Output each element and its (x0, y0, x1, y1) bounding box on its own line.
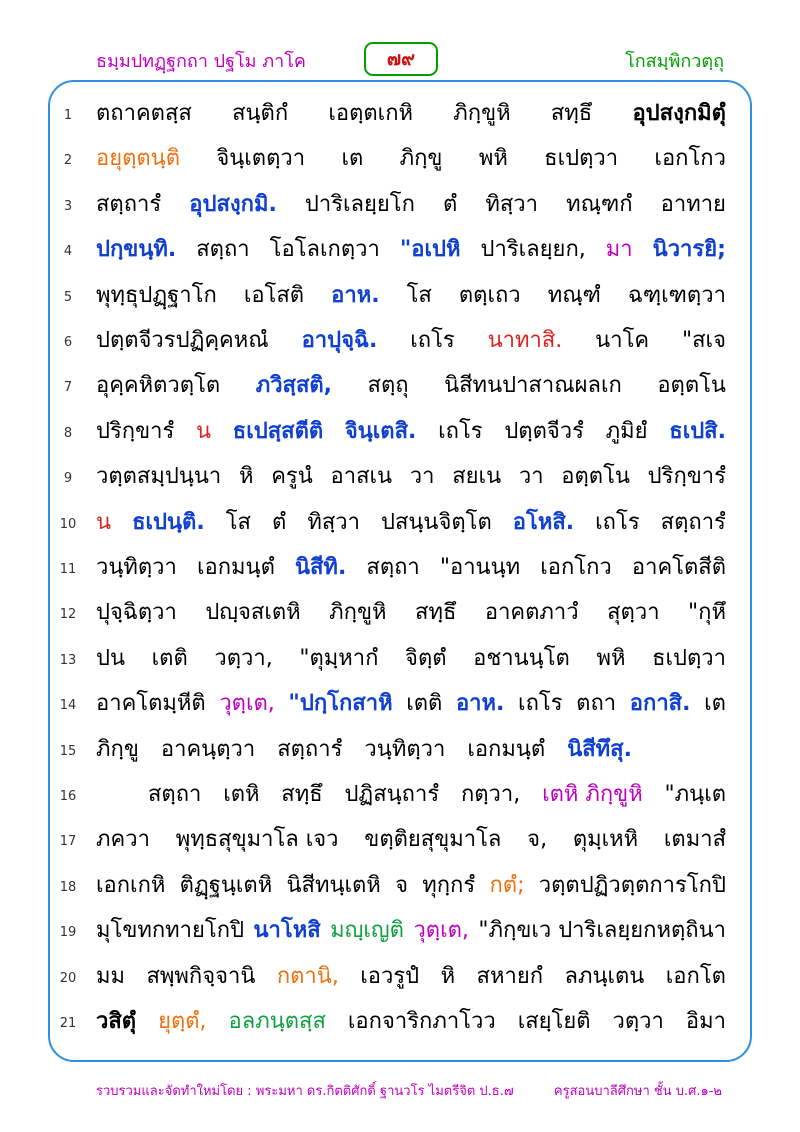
word: "สเจ (682, 328, 726, 353)
text-line (56, 684, 726, 726)
line-text (96, 412, 726, 452)
word: โอโลเกตฺวา (269, 237, 380, 263)
word: อาคนฺตฺวา (160, 736, 256, 762)
text-line (56, 775, 726, 817)
line-number: 2 (63, 153, 73, 169)
word: วตฺวา, (214, 645, 273, 671)
word: อุปสงฺกมิตุํ (632, 101, 726, 126)
word: ปาริเลยฺยโก (304, 191, 415, 217)
text-line (56, 94, 726, 136)
word: ภิกฺขูหิ (329, 600, 387, 626)
word: ธเปสฺสตีติ (232, 418, 324, 444)
word: นิสีทึสุ. (567, 736, 632, 762)
word: มุโขทกทายโกปิ (96, 918, 245, 944)
word: จิตฺตํ (405, 645, 447, 671)
line-number: 19 (59, 925, 77, 941)
footer-course: ครูสอนบาลีศึกษา ชั้น บ.ศ.๑-๒ (553, 1084, 722, 1099)
word: ทุกฺกรํ (422, 872, 476, 898)
word: อาคโตสีติ (631, 555, 726, 580)
word: สหายกํ (476, 963, 544, 989)
word: สตฺถารํ (660, 509, 726, 535)
word: พหิ (478, 146, 508, 172)
word: ปน (96, 645, 126, 671)
word: มญฺเญติ (330, 918, 404, 944)
line-number: 11 (59, 562, 77, 577)
word: โส (225, 509, 251, 535)
word: เอกเกหิ (96, 872, 166, 898)
word: ฉฑฺเฑตฺวา (627, 282, 726, 308)
word: ปริกฺขารํ (647, 464, 726, 490)
text-line (56, 139, 726, 181)
word: กตฺวา, (460, 782, 521, 807)
word: อกาสิ. (629, 691, 691, 717)
word: เสยฺโยติ (517, 1009, 591, 1034)
word: สทฺธึ (550, 101, 593, 126)
word: อาห. (331, 282, 380, 308)
word: สตฺถา (196, 237, 250, 263)
word: อตฺตโน (657, 373, 726, 399)
line-number: 13 (59, 652, 77, 668)
line-text (96, 366, 726, 406)
line-number: 5 (63, 289, 73, 305)
word: สพฺพกิจฺจานิ (146, 963, 256, 989)
line-text (96, 684, 726, 724)
word: จินฺเตตฺวา (216, 146, 306, 172)
word: ภิกฺขูหิ (453, 101, 511, 126)
word: วุตฺเต, (219, 691, 275, 717)
word: นิสีทนฺเตหิ (286, 872, 381, 898)
word: สตฺถา (366, 555, 420, 580)
line-text (96, 548, 726, 588)
word: ทิสฺวา (485, 191, 538, 217)
word: ขตฺติยสุขุมาโล (364, 827, 502, 853)
word: โส (406, 282, 432, 308)
word: อาห. (455, 691, 505, 717)
line-text (96, 911, 726, 951)
word: เถโร (518, 691, 563, 717)
word: สยเน (452, 464, 502, 490)
word: ปริกฺขารํ (96, 418, 175, 444)
word: สุตฺวา (607, 600, 660, 626)
word: อาคตภาวํ (484, 600, 579, 626)
line-number: 6 (63, 335, 73, 350)
text-line (56, 321, 726, 363)
word: วสิตุํ (96, 1009, 137, 1034)
word: ตถาคตสฺส (96, 101, 192, 126)
word: เตติ (406, 691, 443, 717)
word: นิวารยิ; (652, 237, 726, 263)
line-text (96, 276, 726, 316)
line-number: 15 (59, 743, 77, 759)
word: "กุหึ (688, 600, 726, 626)
word: วตฺตสมฺปนฺนา (96, 464, 222, 490)
word: "ปกฺโกสาหิ (288, 691, 393, 717)
word: สทฺธึ (415, 600, 457, 626)
text-line (56, 639, 726, 681)
word: ติฏฺฐนฺเตหิ (179, 872, 273, 898)
word: "อานนฺท (439, 555, 521, 580)
word: เอตฺตเกหิ (328, 101, 414, 126)
word: เต (341, 146, 364, 172)
word: ปาริเลยฺยก, (480, 237, 586, 263)
line-number: 18 (59, 879, 77, 895)
word: อุปสงฺกมิ. (189, 191, 277, 217)
word: ธเปตฺวา (652, 645, 726, 671)
text-line (56, 866, 726, 908)
word: สตฺถา (148, 782, 202, 807)
word: พหิ (596, 645, 626, 671)
word: น (196, 418, 212, 444)
line-text (148, 775, 726, 815)
word: ตตฺเถว (458, 282, 521, 308)
word: กตํ; (489, 872, 525, 898)
word: สตฺถารํ (96, 191, 162, 217)
word: ลภนฺเตน (564, 963, 645, 989)
word: วนฺทิตฺวา (364, 736, 446, 762)
word: นาโค (595, 328, 650, 353)
header-title-left: ธมฺมปทฏฺฐกถา ปฐโม ภาโค (96, 51, 306, 72)
line-number: 17 (59, 834, 77, 850)
line-text (96, 866, 726, 906)
word: ตํ (272, 509, 287, 535)
word: นิสีทนปาสาณผลเก (444, 373, 622, 399)
word: อชานนฺโต (473, 645, 570, 671)
word: เอกมนฺตํ (467, 736, 546, 762)
word: วา (518, 464, 544, 490)
word: ธเปสิ. (669, 418, 726, 444)
word: เตหิ (223, 782, 260, 807)
text-line (56, 457, 726, 499)
line-text (96, 94, 726, 134)
word: ภควา (96, 827, 150, 853)
word: "ภิกฺขเว ปาริเลยฺยกหตฺถินา (478, 918, 726, 944)
word: เต (704, 691, 726, 717)
word: ทิสฺวา (307, 509, 360, 535)
word: เถโร (438, 418, 483, 444)
line-number: 21 (59, 1016, 77, 1031)
word: เถโร (595, 509, 640, 535)
word: พุทฺธุปฏฺฐาโก (96, 282, 217, 308)
word: เอกโกว (540, 555, 612, 580)
word: จ (395, 872, 408, 898)
word: เถโร (410, 328, 455, 353)
word: วนฺทิตฺวา (96, 555, 177, 580)
word: หิ (238, 464, 254, 490)
word: เอกโต (665, 963, 726, 989)
word: ภิกฺขู (96, 736, 139, 762)
word: อโหสิ. (512, 509, 575, 535)
word: เอกโกว (654, 146, 726, 172)
line-text (96, 730, 726, 770)
word: อาปุจฺฉิ. (301, 328, 378, 353)
page-number-badge: ๗๙ (364, 42, 438, 76)
word: ปกฺขนฺทิ. (96, 237, 177, 263)
text-line (56, 412, 726, 454)
word: ปสนฺนจิตฺโต (381, 509, 492, 535)
line-text (96, 139, 726, 179)
footer-credit: รวบรวมและจัดทำใหม่โดย : พระมหา ดร.กิตติศักดิ์ ฐานวโร ไมตรีจิต ป.ธ.๗ (96, 1084, 514, 1099)
line-number: 20 (59, 970, 77, 986)
word: "ตุมฺหากํ (299, 645, 379, 671)
word: ครูนํ (271, 464, 313, 490)
text-line (56, 911, 726, 953)
word: น (96, 509, 112, 535)
text-line (56, 276, 726, 318)
word: นาทาสิ. (487, 328, 563, 353)
word: ภิกฺขู (399, 146, 443, 172)
word: มา (605, 237, 633, 263)
line-text (96, 457, 726, 497)
word: ปุจฺฉิตฺวา (96, 600, 177, 626)
text-line (56, 1002, 726, 1044)
word: "ภนฺเต (664, 782, 726, 807)
header-title-right: โกสมฺพิกวตฺถุ (625, 51, 724, 72)
word: อุคฺคหิตวตฺโต (96, 373, 221, 399)
line-number: 4 (63, 244, 73, 260)
text-line (56, 593, 726, 635)
word: สนฺติกํ (232, 101, 289, 126)
word: พุทฺธสุขุมาโล เจว (175, 827, 339, 853)
line-number: 10 (59, 516, 77, 532)
word: ตถา (576, 691, 617, 717)
word: ปตฺตจีวรํ (504, 418, 584, 444)
word: ทณฺฑกํ (566, 191, 633, 217)
word: วตฺตปฏิวตฺตการโกปิ (538, 872, 726, 898)
word: หิ (440, 963, 456, 989)
line-number: 7 (63, 380, 73, 396)
word: อาสเน (330, 464, 393, 490)
text-line (56, 730, 726, 772)
line-text (96, 185, 726, 225)
word: เอโสติ (243, 282, 305, 308)
line-text (96, 593, 726, 633)
line-text (96, 321, 726, 361)
word: จินฺเตสิ. (344, 418, 417, 444)
word: ภูมิยํ (605, 418, 648, 444)
word: วุตฺเต, (413, 918, 469, 944)
line-text (96, 1002, 726, 1042)
word: อตฺตโน (561, 464, 630, 490)
word: เอวรูปํ (360, 963, 420, 989)
word: นิสีทิ. (294, 555, 347, 580)
word: อลภนฺตสฺส (228, 1009, 326, 1034)
line-number: 1 (63, 108, 73, 123)
word: อาทาย (660, 191, 726, 217)
line-number: 16 (59, 789, 77, 804)
text-line (56, 185, 726, 227)
word: สตฺถารํ (277, 736, 343, 762)
word: อาคโตมฺหีติ (96, 691, 206, 717)
word: "อเปหิ (399, 237, 461, 263)
word: กตานิ, (276, 963, 339, 989)
word: ธเปตฺวา (544, 146, 619, 172)
line-text (96, 820, 726, 860)
text-line (56, 957, 726, 999)
line-number: 14 (59, 698, 77, 714)
text-line (56, 820, 726, 862)
line-text (96, 639, 726, 679)
line-text (96, 503, 726, 543)
line-number: 9 (63, 471, 73, 487)
word: ปญฺจสเตหิ (205, 600, 301, 626)
line-number: 12 (59, 607, 77, 623)
line-text (96, 230, 726, 270)
word: เตหิ ภิกฺขูหิ (542, 782, 643, 807)
word: ยุตฺตํ, (158, 1009, 207, 1034)
word: ตุมฺเหหิ (572, 827, 639, 853)
text-line (56, 548, 726, 590)
line-text (96, 957, 726, 997)
word: วา (409, 464, 435, 490)
word: สทฺธึ (281, 782, 323, 807)
word: ธเปนฺติ. (132, 509, 205, 535)
line-number: 8 (63, 425, 73, 441)
text-line (56, 503, 726, 545)
word: ตํ (443, 191, 458, 217)
word: เอกมนฺตํ (196, 555, 275, 580)
word: อิมา (685, 1009, 726, 1034)
word: เอกจาริกภาโวว (347, 1009, 496, 1034)
line-number: 3 (63, 198, 73, 214)
text-line (56, 366, 726, 408)
word: จ, (527, 827, 548, 853)
word: ปฏิสนฺถารํ (344, 782, 440, 807)
text-line (56, 230, 726, 272)
word: ภวิสฺสติ, (255, 373, 333, 399)
word: นาโหสิ (253, 918, 321, 944)
word: วตฺวา (612, 1009, 664, 1034)
word: อยุตฺตนฺติ (96, 146, 181, 172)
word: เตติ (151, 645, 188, 671)
word: เตมาสํ (663, 827, 726, 853)
word: ทณฺฑํ (547, 282, 601, 308)
word: มม (96, 963, 126, 989)
word: ปตฺตจีวรปฏิคฺคหณํ (96, 328, 269, 353)
word: สตฺถุ (367, 373, 409, 399)
